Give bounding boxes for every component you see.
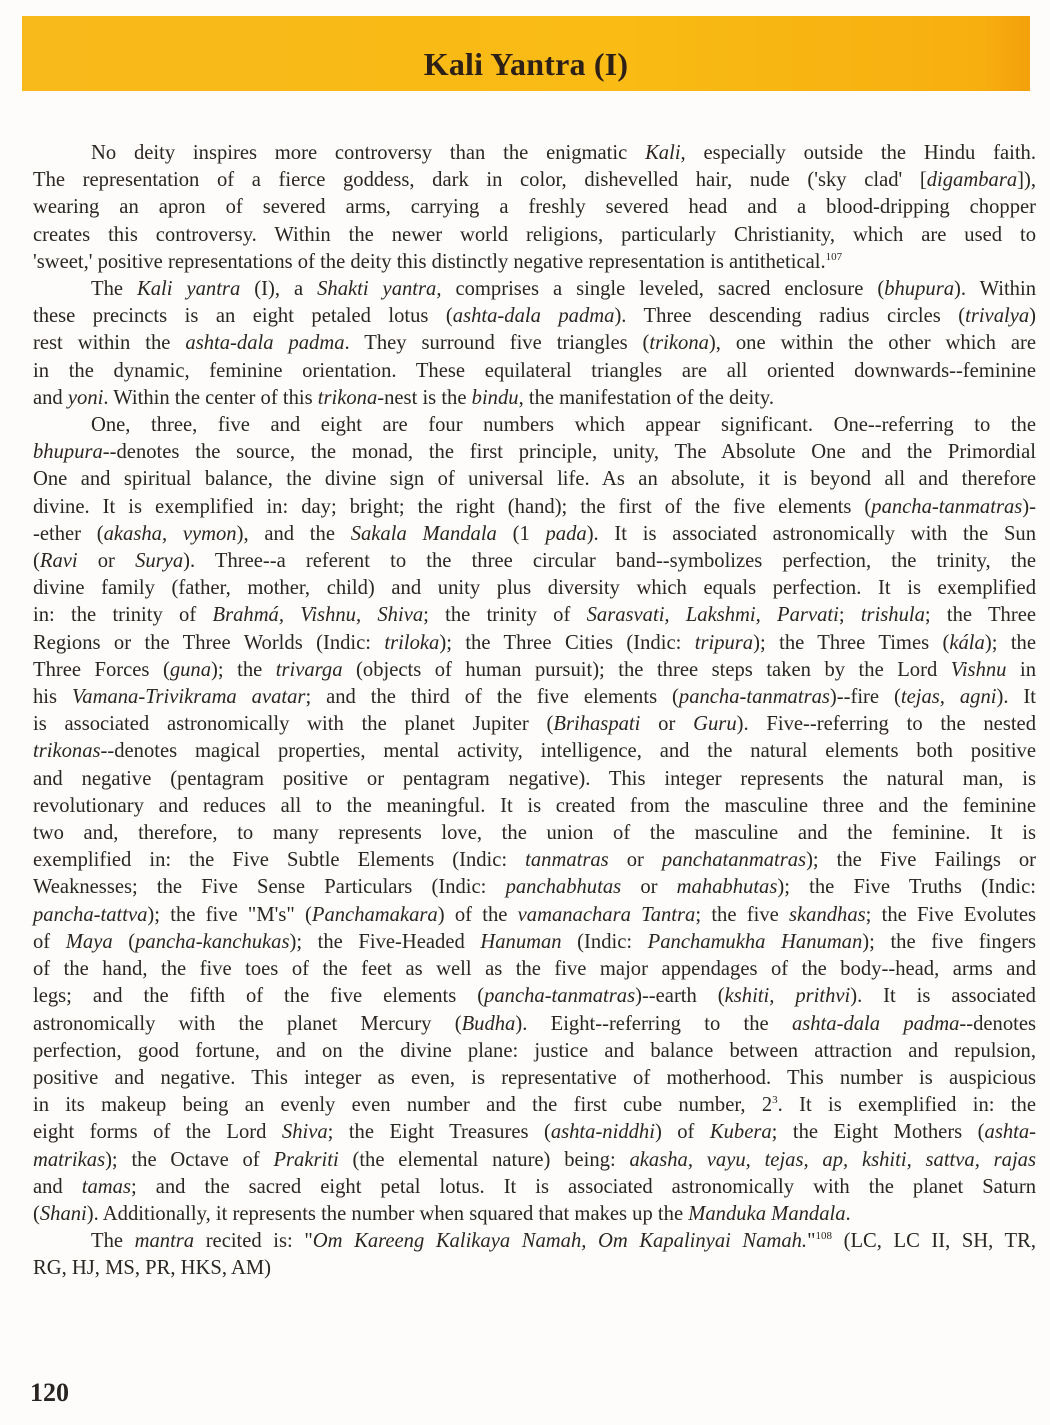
italic-term: ashta- (984, 1121, 1037, 1144)
italic-term: tripura (694, 631, 754, 654)
text-line (33, 1174, 1036, 1201)
italic-term: Vishnu (950, 658, 1007, 681)
text-run: 'sweet,' positive representations of the deity this distinctly negative representation is antithetical. (33, 250, 826, 273)
italic-term: yoni (67, 386, 104, 409)
italic-term: Panchamakara (311, 903, 438, 926)
italic-term: vamanachara Tantra (517, 903, 696, 926)
text-run: , comprises a single leveled, sacred enclosure ( (436, 278, 885, 301)
text-run: two and, therefore, to many represents love, the union of the masculine and the feminine. It is (33, 822, 1036, 845)
text-run: Weaknesses; the Five Sense Particulars (Indic: (33, 876, 506, 899)
text-run: (objects of human pursuit); the three steps taken by the Lord (342, 658, 951, 681)
text-line (33, 575, 1036, 602)
italic-term: Sakala Mandala (350, 522, 497, 545)
text-run: divine. It is exemplified in: day; bright; the right (hand); the first of the five elements ( (33, 495, 872, 518)
text-line (33, 1065, 1036, 1092)
text-run: ; the trinity of (423, 604, 587, 627)
italic-term: pada (545, 522, 587, 545)
text-line (33, 684, 1036, 711)
text-line (33, 1228, 1036, 1255)
text-run: The (91, 1230, 135, 1253)
italic-term: Kubera (709, 1121, 772, 1144)
text-run: and negative (pentagram positive or pentagram negative). This integer represents the natural man, is (33, 767, 1036, 790)
text-run: (1 (496, 522, 546, 545)
text-run: )- (1022, 495, 1036, 518)
text-line (33, 167, 1036, 194)
italic-term: Surya (135, 550, 184, 573)
italic-term: skandhas (789, 903, 866, 926)
text-run: ). Three--a referent to the three circular band--symbolizes perfection, the trinity, the (183, 550, 1037, 573)
italic-term: trivarga (275, 658, 343, 681)
text-line (33, 1092, 1036, 1119)
text-run: ( (33, 1202, 40, 1225)
text-run: rest within the (33, 332, 186, 355)
italic-term: Maya (65, 930, 113, 953)
text-line (33, 1011, 1036, 1038)
italic-term: Hanuman (480, 930, 562, 953)
text-line (33, 983, 1036, 1010)
italic-term: bhupura (33, 441, 103, 464)
text-run: One, three, five and eight are four numbers which appear significant. One--referring to the (91, 414, 1036, 437)
text-run: ]), (1017, 169, 1036, 192)
italic-term: Brihaspati (553, 713, 641, 736)
text-line (33, 412, 1036, 439)
text-run: ); the Three Cities (Indic: (439, 631, 695, 654)
text-line (33, 439, 1036, 466)
italic-term: Guru (693, 713, 737, 736)
text-line (33, 956, 1036, 983)
text-run: ); the (984, 631, 1036, 654)
text-run: ). Eight--referring to the (515, 1012, 792, 1035)
italic-term: panchatanmatras (661, 849, 807, 872)
italic-term: Brahmá, Vishnu, Shiva (212, 604, 424, 627)
title-banner (22, 16, 1030, 91)
text-run: ). Five--referring to the nested (736, 713, 1036, 736)
text-run: eight forms of the Lord (33, 1121, 282, 1144)
text-line (33, 711, 1036, 738)
text-run: )--earth ( (635, 985, 725, 1008)
text-run: ; the Three (924, 604, 1036, 627)
italic-term: Budha (461, 1012, 516, 1035)
italic-term: tamas (81, 1175, 131, 1198)
italic-term: guna (169, 658, 211, 681)
body-text (33, 140, 1036, 1283)
text-run: Three Forces ( (33, 658, 170, 681)
italic-term: Prakriti (273, 1148, 339, 1171)
text-run: divine family (father, mother, child) and unity plus diversity which equals perfection. It is exemplified (33, 577, 1036, 600)
text-run: exemplified in: the Five Subtle Elements (Indic: (33, 849, 526, 872)
text-run: ; the five (695, 903, 790, 926)
text-run: recited is: " (194, 1230, 313, 1253)
paragraph (33, 412, 1036, 1228)
text-run: ; the Eight Mothers ( (771, 1121, 985, 1144)
italic-term: tejas, agni (900, 686, 997, 709)
text-run: ). It is associated (850, 985, 1036, 1008)
italic-term: ashta-dala padma (452, 305, 615, 328)
italic-term: Om Kareeng Kalikaya Namah, Om Kapalinyai Namah. (312, 1230, 808, 1253)
italic-term: akasha, vayu, tejas, ap, kshiti, sattva, rajas (629, 1148, 1036, 1171)
text-run: or (640, 713, 694, 736)
text-line (33, 630, 1036, 657)
text-line (33, 902, 1036, 929)
italic-term: tanmatras (525, 849, 609, 872)
italic-term: Panchamukha Hanuman (647, 930, 863, 953)
text-run: ( (33, 550, 40, 573)
text-run: revolutionary and reduces all to the meaningful. It is created from the masculine three and the feminine (33, 794, 1036, 817)
footnote-ref: 107 (825, 250, 843, 263)
text-run: of (33, 930, 66, 953)
text-run: wearing an apron of severed arms, carrying a freshly severed head and a blood-dripping chopper (33, 196, 1036, 219)
text-run: his (33, 686, 72, 709)
text-run: ). Within (954, 278, 1036, 301)
italic-term: bindu (471, 386, 519, 409)
text-line (33, 466, 1036, 493)
text-run: . They surround five triangles ( (344, 332, 650, 355)
italic-term: mahabhutas (676, 876, 778, 899)
text-line (33, 521, 1036, 548)
italic-term: Ravi (39, 550, 78, 573)
text-run: ; the Five Evolutes (865, 903, 1036, 926)
italic-term: Vamana-Trivikrama avatar (71, 686, 306, 709)
text-line (33, 358, 1036, 385)
italic-term: Shani (39, 1202, 87, 1225)
text-line (33, 548, 1036, 575)
text-line (33, 330, 1036, 357)
text-line (33, 194, 1036, 221)
text-run: ; and the sacred eight petal lotus. It is associated astronomically with the planet Saturn (130, 1175, 1036, 1198)
text-run: of the hand, the five toes of the feet as well as the five major appendages of the body--head, arms and (33, 958, 1036, 981)
text-line (33, 1119, 1036, 1146)
text-line (33, 1038, 1036, 1065)
page-number: 120 (30, 1378, 69, 1407)
text-run: is associated astronomically with the planet Jupiter ( (33, 713, 554, 736)
text-line (33, 1255, 1036, 1282)
italic-term: bhupura (884, 278, 954, 301)
text-run: perfection, good fortune, and on the divine plane: justice and balance between attraction and repulsion, (33, 1039, 1036, 1062)
italic-term: Kali (645, 142, 681, 164)
text-run: in its makeup being an evenly even number and the first cube number, 2 (33, 1094, 773, 1117)
text-run: ; the Eight Treasures ( (327, 1121, 551, 1144)
text-run: ). Three descending radius circles ( (614, 305, 966, 328)
text-line (33, 847, 1036, 874)
italic-term: trivalya (965, 305, 1030, 328)
text-run: ); the Five-Headed (289, 930, 481, 953)
italic-term: kshiti, prithvi (724, 985, 851, 1008)
text-run: (LC, LC II, SH, TR, (832, 1230, 1036, 1253)
text-run: and (33, 386, 68, 409)
text-run: Regions or the Three Worlds (Indic: (33, 631, 385, 654)
text-run: positive and negative. This integer as even, is representative of motherhood. This number is auspicious (33, 1066, 1036, 1089)
text-line (33, 874, 1036, 901)
text-run: (I), a (240, 278, 318, 301)
paragraph (33, 1228, 1036, 1282)
text-run: ); the Octave of (105, 1148, 274, 1171)
text-run: ) (1029, 305, 1037, 328)
text-run: --denotes (959, 1012, 1036, 1035)
text-run: ); the Five Truths (Indic: (777, 876, 1037, 899)
text-run: or (608, 849, 662, 872)
text-run: The (91, 278, 138, 301)
italic-term: Manduka Mandala (688, 1202, 846, 1225)
text-run: . It is exemplified in: the (777, 1094, 1036, 1117)
text-run: or (77, 550, 136, 573)
text-run: No deity inspires more controversy than the enigmatic (91, 142, 646, 164)
italic-term: ashta-dala padma (185, 332, 345, 355)
italic-term: pancha-tanmatras (484, 985, 636, 1008)
text-run: ); the (211, 658, 276, 681)
text-run: . Within the center of this (103, 386, 318, 409)
text-run: ); the five fingers (862, 930, 1036, 953)
text-line (33, 1147, 1036, 1174)
italic-term: Shakti yantra (317, 278, 437, 301)
italic-term: trikona (649, 332, 709, 355)
italic-term: panchabhutas (505, 876, 622, 899)
text-line (33, 140, 1036, 167)
text-run: ; and the third of the five elements ( (305, 686, 679, 709)
paragraph (33, 276, 1036, 412)
text-line (33, 1201, 1036, 1228)
text-run: . (845, 1202, 851, 1225)
text-line (33, 385, 1036, 412)
text-run: astronomically with the planet Mercury ( (33, 1012, 462, 1035)
text-run: ); the Five Failings or (806, 849, 1037, 872)
text-run: ( (112, 930, 136, 953)
italic-term: trishula (860, 604, 925, 627)
text-run: ) of (654, 1121, 710, 1144)
text-run: creates this controversy. Within the newer world religions, particularly Christianity, which are used to (33, 223, 1036, 246)
text-line (33, 820, 1036, 847)
text-line (33, 929, 1036, 956)
text-run: -ether ( (33, 522, 104, 545)
text-run: , the manifestation of the deity. (518, 386, 775, 409)
text-run: --denotes magical properties, mental activity, intelligence, and the natural elements both positive (100, 740, 1036, 763)
text-run: ) of the (437, 903, 518, 926)
italic-term: akasha, vymon (103, 522, 237, 545)
text-line (33, 793, 1036, 820)
text-line (33, 303, 1036, 330)
text-line (33, 657, 1036, 684)
text-run: in the dynamic, feminine orientation. These equilateral triangles are all oriented downwards--feminine (33, 359, 1036, 382)
italic-term: trikona (317, 386, 378, 409)
italic-term: Shiva (281, 1121, 328, 1144)
italic-term: mantra (134, 1230, 195, 1253)
text-line (33, 222, 1036, 249)
text-run: and (33, 1175, 82, 1198)
text-line (33, 249, 1036, 276)
text-run: ); the Three Times ( (753, 631, 950, 654)
text-run: RG, HJ, MS, PR, HKS, AM) (33, 1257, 272, 1280)
footnote-ref: 3 (772, 1094, 778, 1107)
text-line (33, 602, 1036, 629)
italic-term: kála (949, 631, 985, 654)
text-run: --denotes the source, the monad, the first principle, unity, The Absolute One and the Primordial (102, 441, 1036, 464)
text-run: ). It is associated astronomically with the Sun (586, 522, 1036, 545)
italic-term: pancha-kanchukas (135, 930, 290, 953)
text-line (33, 494, 1036, 521)
text-run: The representation of a fierce goddess, dark in color, dishevelled hair, nude ('sky clad' [ (33, 169, 927, 192)
text-run: , especially outside the Hindu faith. (680, 142, 1036, 164)
text-run: in (1006, 658, 1037, 681)
paragraph (33, 140, 1036, 276)
italic-term: matrikas (33, 1148, 106, 1171)
text-line (33, 276, 1036, 303)
italic-term: Sarasvati, Lakshmi, Parvati (586, 604, 839, 627)
italic-term: pancha-tanmatras (678, 686, 830, 709)
text-run: (the elemental nature) being: (338, 1148, 630, 1171)
text-run: ), one within the other which are (708, 332, 1036, 355)
text-run: in: the trinity of (33, 604, 213, 627)
italic-term: pancha-tattva (33, 903, 148, 926)
text-line (33, 766, 1036, 793)
italic-term: Kali yantra (137, 278, 241, 301)
text-run: )--fire ( (829, 686, 901, 709)
italic-term: pancha-tanmatras (871, 495, 1023, 518)
text-run: ); the five "M's" ( (147, 903, 312, 926)
text-run: these precincts is an eight petaled lotus ( (33, 305, 453, 328)
italic-term: ashta-niddhi (550, 1121, 655, 1144)
page-title: Kali Yantra (I) (423, 46, 629, 82)
text-run: -nest is the (377, 386, 472, 409)
text-line (33, 738, 1036, 765)
text-run: ). Additionally, it represents the number when squared that makes up the (86, 1202, 689, 1225)
italic-term: trikonas (33, 740, 101, 763)
italic-term: digambara (926, 169, 1018, 192)
footnote-ref: 108 (815, 1230, 832, 1243)
text-run: ; (838, 604, 861, 627)
text-run: (Indic: (561, 930, 648, 953)
text-run: " (807, 1230, 816, 1253)
text-run: or (621, 876, 677, 899)
text-run: ), and the (236, 522, 351, 545)
italic-term: triloka (384, 631, 440, 654)
text-run: ). It (996, 686, 1036, 709)
text-run: One and spiritual balance, the divine sign of universal life. As an absolute, it is beyond all and therefore (33, 468, 1036, 491)
text-run: legs; and the fifth of the five elements ( (33, 985, 485, 1008)
italic-term: ashta-dala padma (791, 1012, 960, 1035)
